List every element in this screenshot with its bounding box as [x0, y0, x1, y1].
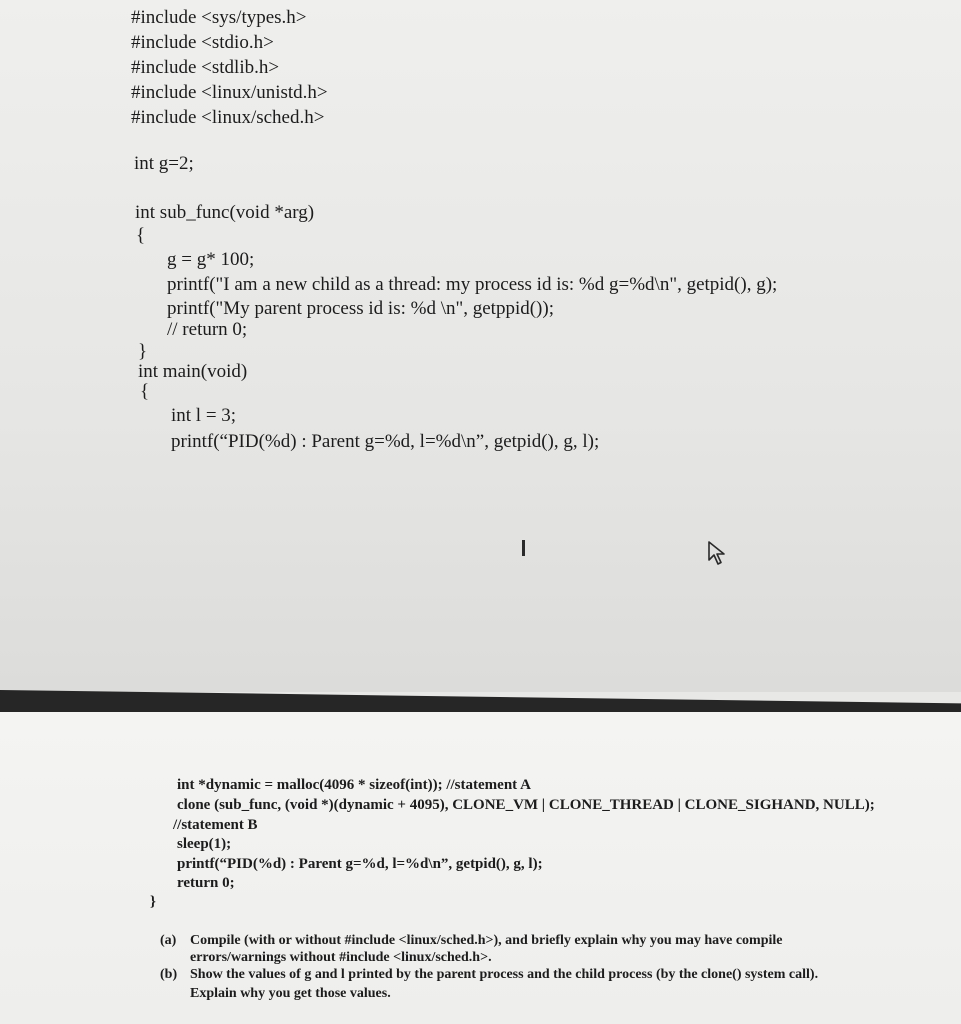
code-line: printf(“PID(%d) : Parent g=%d, l=%d\n”, getpid(), g, l); [171, 431, 600, 452]
mouse-pointer-icon [706, 540, 732, 566]
code-line: printf("I am a new child as a thread: my process id is: %d g=%d\n", getpid(), g); [167, 274, 778, 295]
code-line: return 0; [177, 875, 235, 891]
code-line: { [140, 381, 150, 402]
code-line: } [138, 341, 148, 362]
code-line: // return 0; [167, 319, 248, 340]
code-line: printf(“PID(%d) : Parent g=%d, l=%d\n”, getpid(), g, l); [177, 856, 543, 872]
code-line: int *dynamic = malloc(4096 * sizeof(int)); //statement A [177, 777, 531, 793]
code-line: int main(void) [138, 361, 248, 382]
code-line: int l = 3; [171, 405, 237, 426]
code-line: g = g* 100; [167, 249, 255, 270]
code-line: #include <linux/sched.h> [131, 107, 325, 128]
question-a-text: errors/warnings without #include <linux/sched.h>. [190, 950, 492, 965]
code-line: #include <stdlib.h> [131, 57, 280, 78]
code-line: } [150, 894, 156, 910]
code-line: int g=2; [134, 153, 194, 174]
question-a-text: Compile (with or without #include <linux/sched.h>), and briefly explain why you may have compile [190, 933, 783, 948]
code-line: { [136, 225, 146, 246]
question-a-label: (a) [160, 933, 177, 948]
code-line: clone (sub_func, (void *)(dynamic + 4095), CLONE_VM | CLONE_THREAD | CLONE_SIGHAND, NULL); [177, 797, 875, 813]
code-line: printf("My parent process id is: %d \n", getppid()); [167, 298, 554, 319]
question-b-text: Show the values of g and l printed by the parent process and the child process (by the clone() system call). [190, 967, 819, 982]
code-line: int sub_func(void *arg) [135, 202, 315, 223]
code-line: sleep(1); [177, 836, 232, 852]
code-line: //statement B [173, 817, 258, 833]
question-b-text: Explain why you get those values. [190, 986, 391, 1001]
question-b-label: (b) [160, 967, 178, 982]
code-line: #include <stdio.h> [131, 32, 274, 53]
code-line: #include <sys/types.h> [131, 7, 307, 28]
text-cursor-icon [522, 540, 525, 556]
code-line: #include <linux/unistd.h> [131, 82, 328, 103]
